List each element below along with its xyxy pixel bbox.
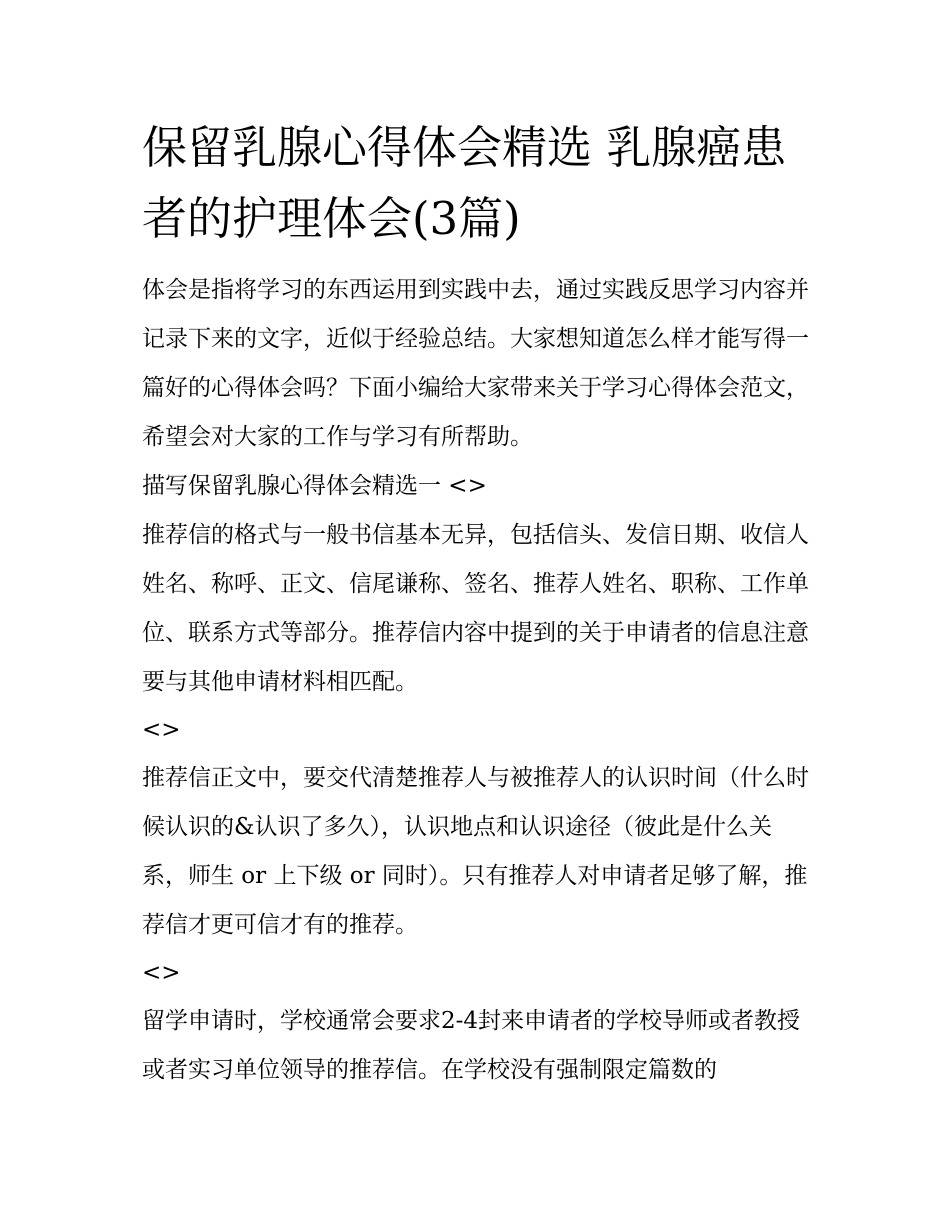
- document-body: [142, 112, 814, 1095]
- section-heading: 描写保留乳腺心得体会精选一 <>: [142, 473, 487, 499]
- separator-text: <>: [142, 717, 181, 743]
- document-title: 保留乳腺心得体会精选 乳腺癌患者的护理体会(3篇): [142, 121, 787, 245]
- body-paragraph: 留学申请时，学校通常会要求2-4封来申请者的学校导师或者教授或者实习单位领导的推荐信。在学校没有强制限定篇数的: [142, 1008, 801, 1083]
- separator-text: <>: [142, 960, 181, 986]
- intro-paragraph: 体会是指将学习的东西运用到实践中去，通过实践反思学习内容并记录下来的文字，近似于经验总结。大家想知道怎么样才能写得一篇好的心得体会吗？下面小编给大家带来关于学习心得体会范文，希望会对大家的工作与学习有所帮助。: [142, 277, 809, 450]
- body-paragraph: 推荐信的格式与一般书信基本无异，包括信头、发信日期、收信人姓名、称呼、正文、信尾谦称、签名、推荐人姓名、职称、工作单位、联系方式等部分。推荐信内容中提到的关于申请者的信息注意要与其他申请材料相匹配。: [142, 522, 809, 695]
- body-paragraph: 推荐信正文中，要交代清楚推荐人与被推荐人的认识时间（什么时候认识的&认识了多久），认识地点和认识途径（彼此是什么关系，师生 or 上下级 or 同时）。只有推荐人对申请者足够了解，推荐信才更可信才有的推荐。: [142, 765, 809, 938]
